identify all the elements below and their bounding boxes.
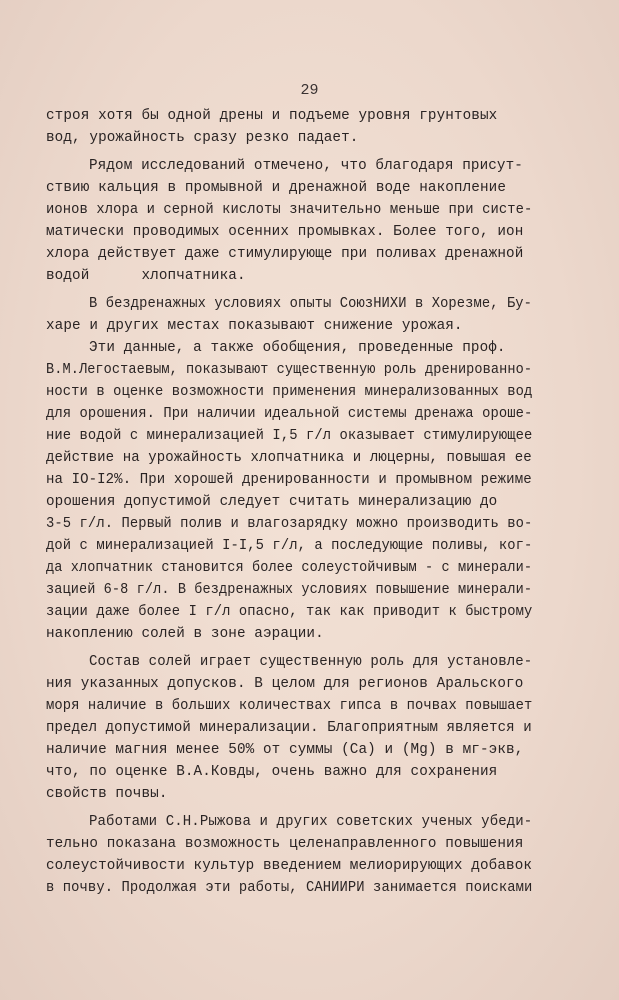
text-line: вод, урожайность сразу резко падает. — [46, 130, 359, 146]
text-line: зацией 6-8 г/л. В бездренажных условиях повышение минерали- — [46, 582, 533, 598]
text-line: на IO-I2%. При хорошей дренированности и промывном режиме — [46, 472, 532, 488]
text-line: харе и других местах показывают снижение урожая. — [46, 318, 463, 334]
text-line: наличие магния менее 50% от суммы (Са) и (Mg) в мг-экв, — [46, 742, 524, 758]
text-line: орошения допустимой следует считать минерализацию до — [46, 494, 498, 510]
text-line: ности в оценке возможности применения минерализованных вод — [46, 384, 533, 400]
text-line: Рядом исследований отмечено, что благодаря присут- — [89, 158, 523, 174]
text-line: зации даже более I г/л опасно, так как приводит к быстрому — [46, 604, 533, 620]
text-line: 3-5 г/л. Первый полив и влагозарядку можно производить во- — [46, 516, 533, 532]
text-line: матически проводимых осенних промывках. Более того, ион — [46, 224, 524, 240]
text-line: свойств почвы. — [46, 786, 168, 802]
text-line: ния указанных допусков. В целом для регионов Аральского — [46, 676, 524, 692]
text-line: дой с минерализацией I-I,5 г/л, а последующие поливы, ког- — [46, 538, 533, 554]
text-line: моря наличие в больших количествах гипса в почвах повышает — [46, 698, 533, 714]
text-line: в почву. Продолжая эти работы, САНИИРИ занимается поисками — [46, 880, 533, 896]
text-line: ние водой с минерализацией I,5 г/л оказывает стимулирующее — [46, 428, 533, 444]
text-line: хлора действует даже стимулирующе при поливах дренажной — [46, 246, 524, 262]
text-line: ионов хлора и серной кислоты значительно меньше при систе- — [46, 202, 533, 218]
text-line: накоплению солей в зоне аэрации. — [46, 626, 324, 642]
text-line: Работами С.Н.Рыжова и других советских ученых убеди- — [89, 814, 533, 830]
text-line: водой хлопчатника. — [46, 268, 246, 284]
text-line: Состав солей играет существенную роль для установле- — [89, 654, 533, 670]
text-line: ствию кальция в промывной и дренажной воде накопление — [46, 180, 507, 196]
text-line: В бездренажных условиях опыты СоюзНИХИ в Хорезме, Бу- — [89, 296, 533, 312]
text-line: В.М.Легостаевым, показывают существенную роль дренированно- — [46, 362, 533, 378]
text-line: предел допустимой минерализации. Благоприятным является и — [46, 720, 532, 736]
text-line: да хлопчатник становится более солеустойчивым - с минерали- — [46, 560, 533, 576]
text-line: для орошения. При наличии идеальной системы дренажа ороше- — [46, 406, 533, 422]
text-line: что, по оценке В.А.Ковды, очень важно для сохранения — [46, 764, 498, 780]
text-line: тельно показана возможность целенаправленного повышения — [46, 836, 524, 852]
text-line: действие на урожайность хлопчатника и люцерны, повышая ее — [46, 450, 532, 466]
text-line: Эти данные, а также обобщения, проведенные проф. — [89, 340, 506, 356]
page-number: 29 — [300, 82, 319, 99]
text-line: солеустойчивости культур введением мелиорирующих добавок — [46, 858, 533, 874]
text-line: строя хотя бы одной дрены и подъеме уровня грунтовых — [46, 108, 498, 124]
